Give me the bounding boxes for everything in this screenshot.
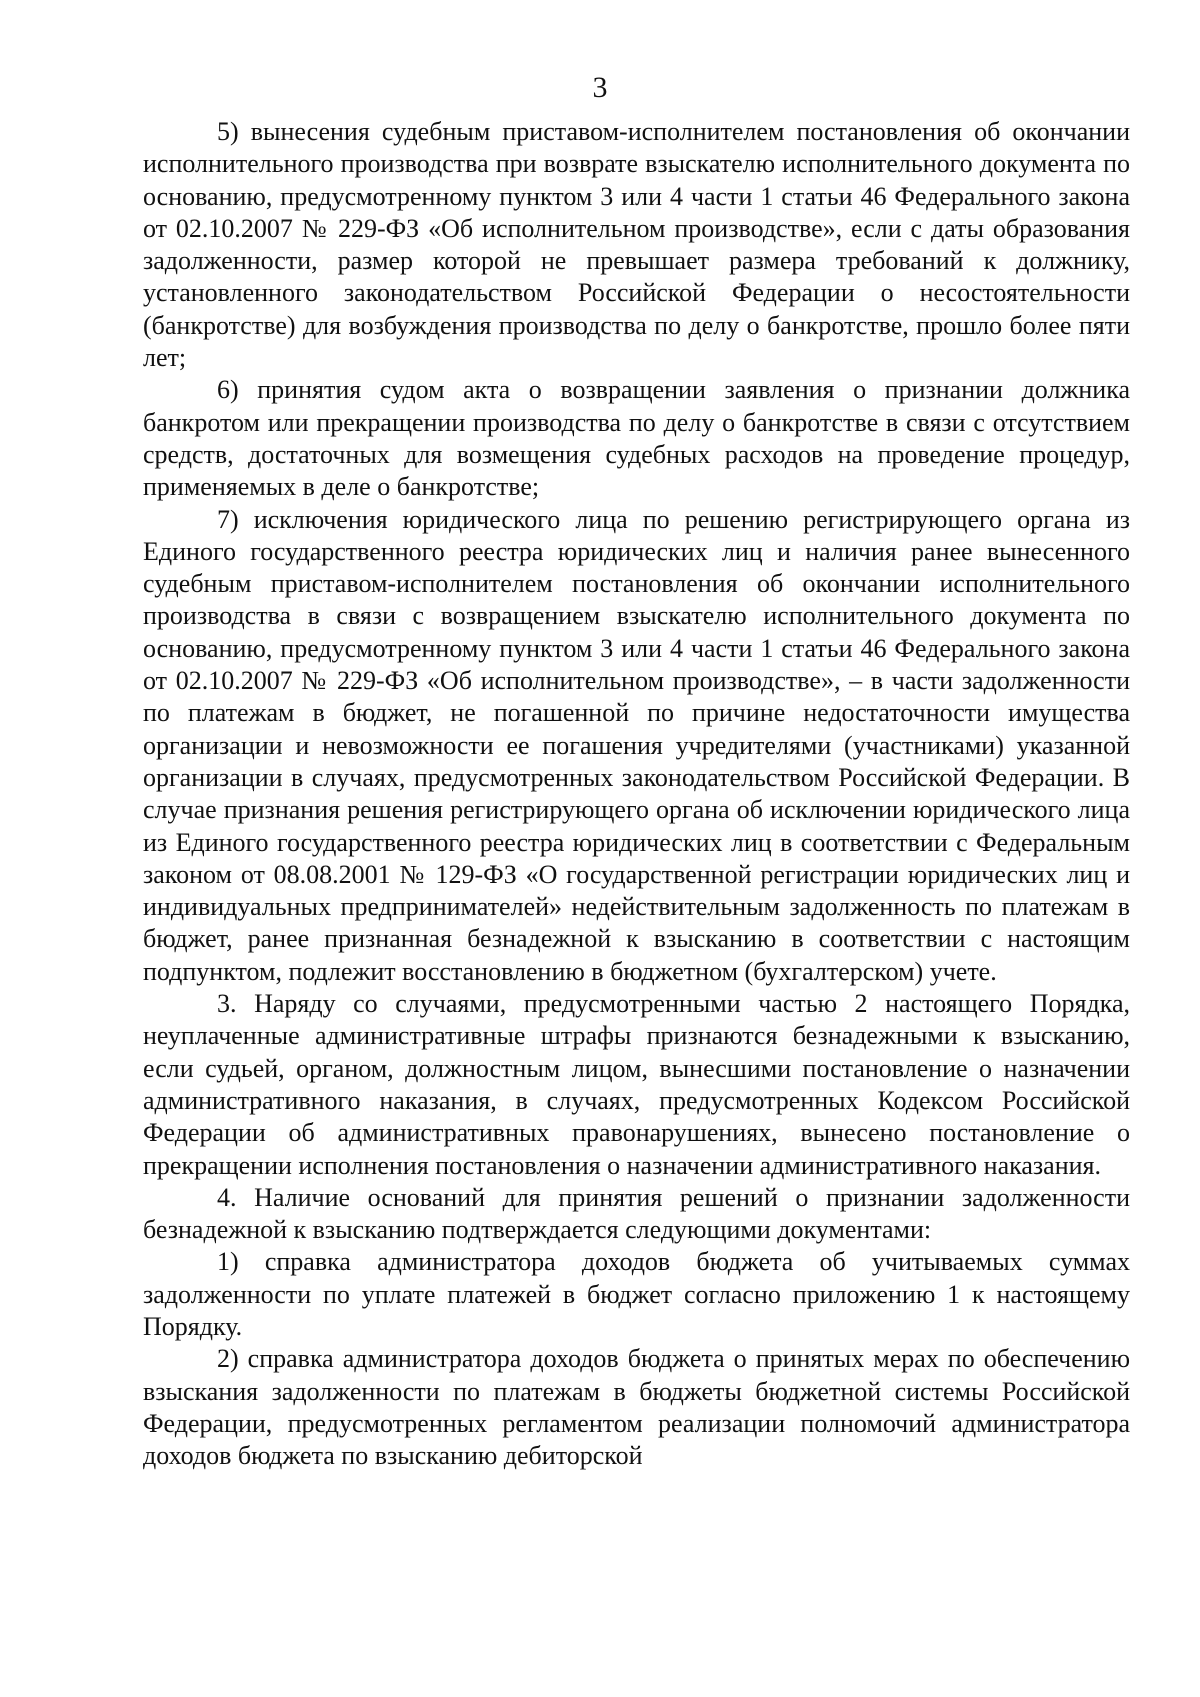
- paragraph-item-6: 6) принятия судом акта о возвращении заявления о признании должника банкротом или прекращении производства по делу о банкротстве в связи с отсутствием средств, достаточных для возмещения судебных расходов на проведение процедур, применяемых в деле о банкротстве;: [143, 375, 1130, 502]
- paragraph-document-2: 2) справка администратора доходов бюджета о принятых мерах по обеспечению взыскания задолженности по платежам в бюджеты бюджетной системы Российской Федерации, предусмотренных регламентом реализации полномочий администратора доходов бюджета по взысканию дебиторской: [143, 1344, 1130, 1471]
- paragraph-section-3: 3. Наряду со случаями, предусмотренными частью 2 настоящего Порядка, неуплаченные административные штрафы признаются безнадежными к взысканию, если судьей, органом, должностным лицом, вынесшими постановление о назначении административного наказания, в случаях, предусмотренных Кодексом Российской Федерации об административных правонарушениях, вынесено постановление о прекращении исполнения постановления о назначении административного наказания.: [143, 989, 1130, 1180]
- paragraph-document-1: 1) справка администратора доходов бюджета об учитываемых суммах задолженности по уплате платежей в бюджет согласно приложению 1 к настоящему Порядку.: [143, 1247, 1130, 1341]
- paragraph-section-4: 4. Наличие оснований для принятия решений о признании задолженности безнадежной к взысканию подтверждается следующими документами:: [143, 1182, 1130, 1245]
- paragraph-item-7: 7) исключения юридического лица по решению регистрирующего органа из Единого государственного реестра юридических лиц и наличия ранее вынесенного судебным приставом-исполнителем постановления об окончании исполнительного производства в связи с возвращением взыскателю исполнительного документа по основанию, предусмотренному пунктом 3 или 4 части 1 статьи 46 Федерального закона от 02.10.2007 № 229-ФЗ «Об исполнительном производстве», – в части задолженности по платежам в бюджет, не погашенной по причине недостаточности имущества организации и невозможности ее погашения учредителями (участниками) указанной организации в случаях, предусмотренных законодательством Российской Федерации. В случае признания решения регистрирующего органа об исключении юридического лица из Единого государственного реестра юридических лиц в соответствии с Федеральным законом от 08.08.2001 № 129-ФЗ «О государственной регистрации юридических лиц и индивидуальных предпринимателей» недействительным задолженность по платежам в бюджет, ранее признанная безнадежной к взысканию в соответствии с настоящим подпунктом, подлежит восстановлению в бюджетном (бухгалтерском) учете.: [143, 504, 1130, 986]
- paragraph-item-5: 5) вынесения судебным приставом-исполнителем постановления об окончании исполнительного производства при возврате взыскателю исполнительного документа по основанию, предусмотренному пунктом 3 или 4 части 1 статьи 46 Федерального закона от 02.10.2007 № 229-ФЗ «Об исполнительном производстве», если с даты образования задолженности, размер которой не превышает размера требований к должнику, установленного законодательством Российской Федерации о несостоятельности (банкротстве) для возбуждения производства по делу о банкротстве, прошло более пяти лет;: [143, 117, 1130, 373]
- page-number: 3: [592, 71, 608, 104]
- document-body: [143, 116, 1130, 1472]
